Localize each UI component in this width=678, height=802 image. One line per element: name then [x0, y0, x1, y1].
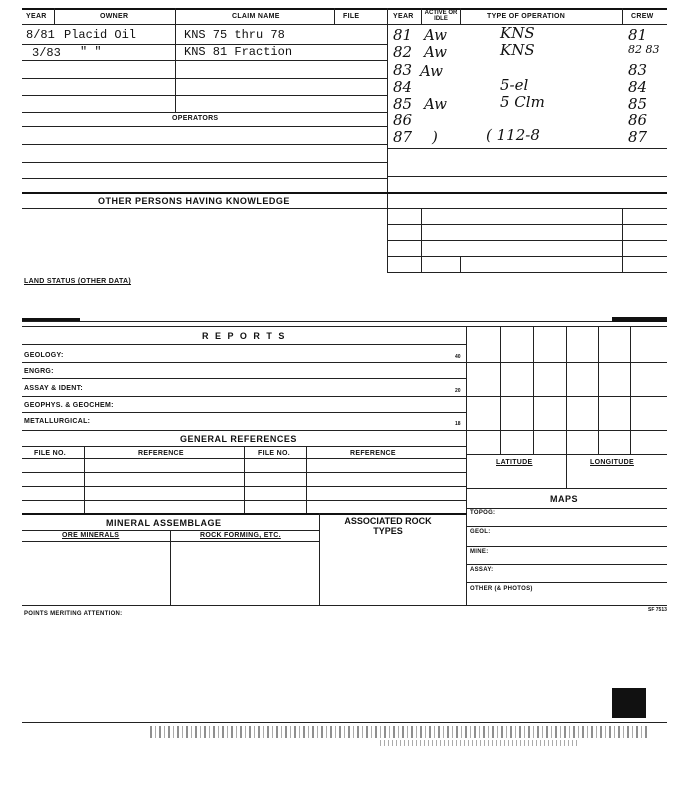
- divider: [630, 326, 631, 454]
- reports-title: R E P O R T S: [202, 331, 287, 341]
- rule-mark: [612, 317, 667, 322]
- activity-year: 84: [393, 78, 413, 96]
- divider: [421, 208, 422, 272]
- maps-topog: TOPOG:: [470, 510, 496, 516]
- report-geology: GEOLOGY:: [24, 352, 64, 359]
- row-rule: [466, 526, 667, 527]
- claim-year: 8/81: [26, 28, 55, 42]
- activity-year-header: YEAR: [393, 13, 414, 20]
- divider: [460, 8, 461, 25]
- report-assay: ASSAY & IDENT:: [24, 385, 84, 392]
- report-metallurgical: METALLURGICAL:: [24, 418, 91, 425]
- reference-header: REFERENCE: [138, 450, 184, 457]
- row-rule: [22, 126, 387, 127]
- divider: [306, 446, 307, 514]
- report-num: 40: [455, 354, 461, 360]
- general-references-title: GENERAL REFERENCES: [180, 434, 297, 444]
- divider: [319, 513, 320, 606]
- claim-owner: Placid Oil: [64, 28, 137, 42]
- scan-noise: [380, 740, 580, 746]
- divider: [54, 8, 55, 25]
- divider: [622, 8, 623, 25]
- maps-geol: GEOL:: [470, 529, 491, 535]
- activity-year: 83: [393, 61, 413, 79]
- type-operation-header: TYPE OF OPERATION: [487, 13, 566, 20]
- row-rule: [466, 430, 667, 431]
- file-no-header: FILE NO.: [34, 450, 66, 457]
- maps-assay: ASSAY:: [470, 567, 494, 573]
- activity-year: 85: [393, 95, 413, 113]
- divider: [387, 8, 388, 273]
- claim-owner: " ": [80, 45, 102, 59]
- row-rule: [22, 178, 387, 179]
- divider: [622, 208, 623, 272]
- row-rule: [22, 362, 467, 363]
- activity-year: 86: [393, 111, 413, 129]
- section-rule: [22, 326, 667, 327]
- activity-crew: 81: [628, 26, 648, 44]
- row-rule: [22, 378, 467, 379]
- divider: [598, 326, 599, 454]
- ore-minerals-header: ORE MINERALS: [62, 532, 120, 539]
- activity-status: Aw: [420, 62, 443, 80]
- activity-status: Aw: [424, 43, 447, 61]
- scan-artifact: [612, 688, 646, 718]
- row-rule: [387, 224, 667, 225]
- maps-title: MAPS: [550, 494, 579, 504]
- row-rule: [466, 582, 667, 583]
- operators-label: OPERATORS: [172, 115, 219, 122]
- section-rule: [22, 605, 667, 606]
- claims-file-header: FILE: [343, 13, 360, 20]
- scan-artifact-rule: [22, 722, 667, 723]
- activity-crew: 84: [628, 78, 648, 96]
- reference-header: REFERENCE: [350, 450, 396, 457]
- divider: [421, 8, 422, 25]
- row-rule: [22, 144, 387, 145]
- divider: [533, 326, 534, 454]
- activity-crew: 82 83: [628, 43, 660, 56]
- row-rule: [22, 396, 467, 397]
- row-rule: [387, 272, 667, 273]
- active-idle-header: ACTIVE OR IDLE: [424, 10, 458, 22]
- activity-type: KNS: [500, 24, 535, 42]
- form-number: SF 7513: [648, 607, 667, 613]
- row-rule: [466, 362, 667, 363]
- activity-crew: 86: [628, 111, 648, 129]
- row-rule: [22, 344, 467, 345]
- row-rule: [22, 95, 387, 96]
- activity-status: Aw: [424, 26, 447, 44]
- mineral-assemblage-title: MINERAL ASSEMBLAGE: [106, 518, 222, 528]
- points-meriting-attention: POINTS MERITING ATTENTION:: [24, 611, 123, 617]
- divider: [244, 446, 245, 514]
- crew-header: CREW: [631, 13, 654, 20]
- claims-name-header: CLAIM NAME: [232, 13, 280, 20]
- report-num: 18: [455, 421, 461, 427]
- row-rule: [387, 256, 667, 257]
- latitude-label: LATITUDE: [496, 459, 533, 466]
- divider: [566, 454, 567, 488]
- row-rule: [387, 148, 667, 149]
- divider: [566, 326, 567, 454]
- row-rule: [387, 208, 667, 209]
- associated-rock-types: ASSOCIATED ROCK TYPES: [344, 516, 432, 536]
- section-rule: [22, 192, 387, 194]
- row-rule: [22, 430, 467, 431]
- row-rule: [22, 162, 387, 163]
- activity-crew: 85: [628, 95, 648, 113]
- row-rule: [466, 488, 667, 489]
- claim-name: KNS 75 thru 78: [184, 28, 285, 42]
- longitude-label: LONGITUDE: [590, 459, 634, 466]
- section-rule: [22, 321, 667, 322]
- row-rule: [22, 44, 387, 45]
- activity-type: 5 Clm: [500, 93, 545, 111]
- activity-type: ( 112-8: [486, 126, 540, 144]
- divider: [460, 256, 461, 272]
- activity-year: 82: [393, 43, 413, 61]
- report-geophys: GEOPHYS. & GEOCHEM:: [24, 402, 114, 409]
- row-rule: [22, 412, 467, 413]
- report-engrg: ENGRG:: [24, 368, 54, 375]
- divider: [500, 326, 501, 454]
- file-no-header: FILE NO.: [258, 450, 290, 457]
- activity-status: ): [432, 128, 438, 146]
- maps-other: OTHER (& PHOTOS): [470, 586, 533, 592]
- row-rule: [22, 78, 387, 79]
- activity-status: Aw: [424, 95, 447, 113]
- claims-owner-header: OWNER: [100, 13, 129, 20]
- maps-mine: MINE:: [470, 549, 489, 555]
- row-rule: [387, 240, 667, 241]
- row-rule: [466, 564, 667, 565]
- activity-crew: 87: [628, 128, 648, 146]
- section-rule: [387, 192, 667, 194]
- divider: [334, 8, 335, 25]
- scan-noise: [150, 726, 650, 738]
- claims-year-header: YEAR: [26, 13, 47, 20]
- land-status-label: LAND STATUS (OTHER DATA): [24, 278, 132, 285]
- activity-year: 81: [393, 26, 413, 44]
- activity-year: 87: [393, 128, 413, 146]
- report-num: 20: [455, 388, 461, 394]
- divider: [170, 530, 171, 606]
- row-rule: [466, 396, 667, 397]
- claims-header-rule: [22, 24, 387, 25]
- divider: [84, 446, 85, 514]
- claim-name: KNS 81 Fraction: [184, 45, 293, 59]
- row-rule: [466, 508, 667, 509]
- row-rule: [22, 112, 387, 113]
- activity-type: KNS: [500, 41, 535, 59]
- rock-forming-header: ROCK FORMING, ETC.: [200, 532, 281, 539]
- row-rule: [387, 176, 667, 177]
- row-rule: [466, 546, 667, 547]
- row-rule: [22, 60, 387, 61]
- row-rule: [22, 208, 387, 209]
- knowledge-label: OTHER PERSONS HAVING KNOWLEDGE: [98, 196, 290, 206]
- activity-crew: 83: [628, 61, 648, 79]
- section-rule: [22, 513, 467, 515]
- top-border: [22, 8, 667, 10]
- activity-type: 5-el: [500, 76, 529, 94]
- claim-year: 3/83: [32, 46, 61, 60]
